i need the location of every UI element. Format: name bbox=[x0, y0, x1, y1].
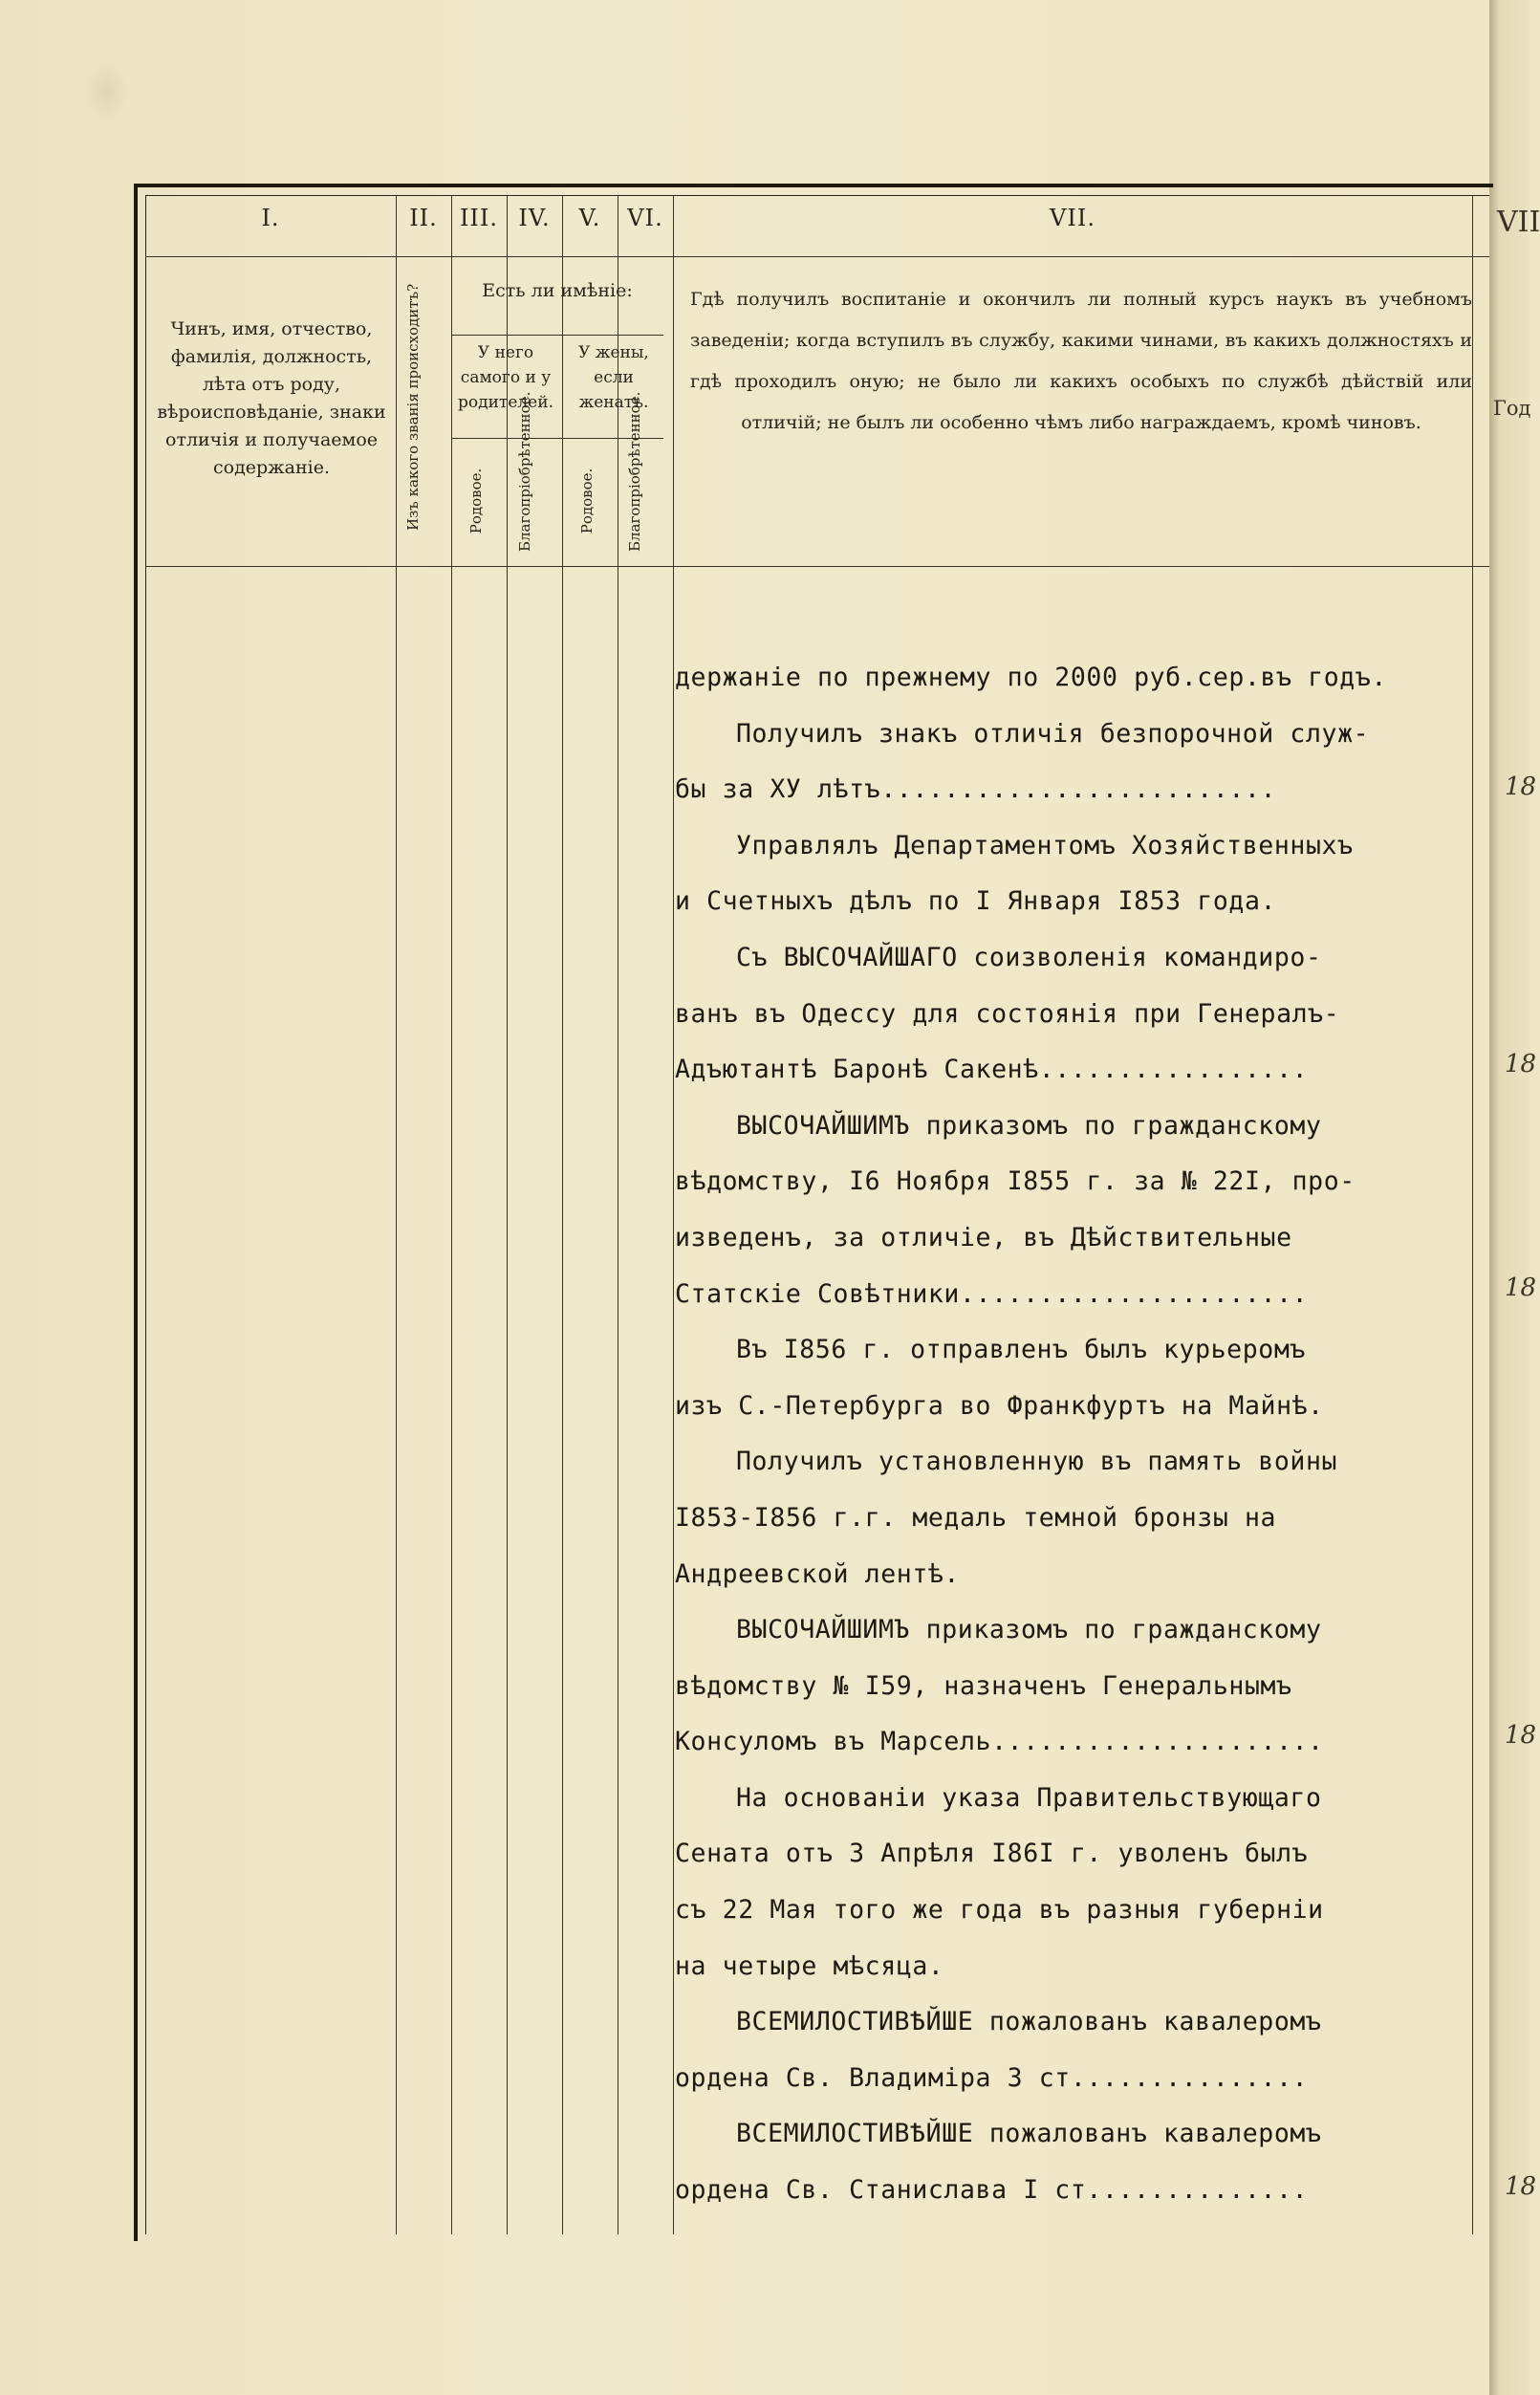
column-number-5: V. bbox=[578, 205, 601, 231]
record-line: бы за ХУ лѣтъ......................... bbox=[675, 774, 1277, 805]
column-number-1: I. bbox=[261, 205, 280, 231]
own-estate-header: У него самого и у родителей. bbox=[458, 343, 553, 412]
margin-year-mark: 18 bbox=[1505, 2172, 1537, 2201]
estate-header: Есть ли имѣніе: bbox=[482, 280, 633, 301]
record-line: Статскіе Совѣтники...................... bbox=[675, 1278, 1309, 1309]
next-column-roman: VII bbox=[1497, 206, 1540, 239]
column-divider bbox=[396, 195, 397, 2234]
record-line: Сената отъ 3 Апрѣля I86I г. уволенъ былъ bbox=[675, 1839, 1309, 1869]
column-number-6: VI. bbox=[627, 205, 663, 231]
table-inner-border-left bbox=[145, 195, 146, 2234]
column-number-4: IV. bbox=[518, 205, 551, 231]
record-line: I853-I856 г.г. медаль темной бронзы на bbox=[675, 1502, 1277, 1533]
record-line: Адъютантѣ Баронѣ Сакенѣ................. bbox=[675, 1055, 1309, 1085]
record-line: Консуломъ въ Марсель..................... bbox=[675, 1727, 1324, 1757]
margin-year-mark: 18 bbox=[1505, 1274, 1537, 1302]
next-page-edge bbox=[1489, 0, 1537, 2395]
record-line: ордена Св. Владиміра 3 ст............... bbox=[675, 2062, 1309, 2093]
record-line: Въ I856 г. отправленъ былъ курьеромъ bbox=[736, 1335, 1306, 1365]
column-2-header: Изъ какого званія происходитъ? bbox=[404, 283, 422, 531]
record-line: ВЫСОЧАЙШИМЪ приказомъ по гражданскому bbox=[736, 1615, 1322, 1645]
wife-ancestral-header: Родовое. bbox=[578, 468, 596, 534]
wife-acquired-header: Благопріобрѣтенное. bbox=[626, 391, 643, 552]
record-line: вѣдомству № I59, назначенъ Генеральнымъ bbox=[675, 1670, 1292, 1701]
header-rule-bottom bbox=[145, 566, 1489, 567]
record-line: изведенъ, за отличіе, въ Дѣйствительные bbox=[675, 1222, 1292, 1252]
column-divider bbox=[1472, 195, 1473, 2234]
service-record-text bbox=[675, 650, 1445, 2219]
record-line: съ 22 Мая того же года въ разныя губерніи bbox=[675, 1895, 1324, 1926]
table-inner-border-top bbox=[145, 195, 1489, 196]
margin-year-mark: 18 bbox=[1505, 1721, 1537, 1750]
record-line: ВСЕМИЛОСТИВѢЙШЕ пожалованъ кавалеромъ bbox=[736, 2119, 1322, 2149]
column-divider bbox=[673, 195, 674, 2234]
record-line: ванъ въ Одессу для состоянія при Генералъ- bbox=[675, 998, 1340, 1029]
acquired-header: Благопріобрѣтенное. bbox=[516, 391, 533, 552]
record-line: Андреевской лентѣ. bbox=[675, 1558, 960, 1589]
record-line: ВЫСОЧАЙШИМЪ приказомъ по гражданскому bbox=[736, 1110, 1322, 1141]
next-column-header-fragment: Год bbox=[1493, 397, 1531, 420]
record-line: на четыре мѣсяца. bbox=[675, 1950, 944, 1981]
record-line: На основаніи указа Правительствующаго bbox=[736, 1782, 1322, 1813]
column-divider bbox=[451, 195, 452, 2234]
margin-year-mark: 18 bbox=[1505, 1050, 1537, 1078]
record-line: и Счетныхъ дѣлъ по I Января I853 года. bbox=[675, 886, 1277, 917]
record-line: ордена Св. Станислава I ст.............. bbox=[675, 2175, 1309, 2206]
column-number-7: VII. bbox=[1050, 205, 1095, 231]
estate-subheader-rule bbox=[451, 335, 663, 336]
wife-estate-header: У жены, если женатъ. bbox=[578, 343, 649, 412]
record-line: Получилъ установленную въ память войны bbox=[736, 1447, 1338, 1477]
record-line: держаніе по прежнему по 2000 руб.сер.въ годъ. bbox=[675, 663, 1387, 692]
record-line: вѣдомству, I6 Ноября I855 г. за № 22I, про- bbox=[675, 1166, 1356, 1197]
column-number-2: II. bbox=[409, 205, 438, 231]
column-7-header: Гдѣ получилъ воспитаніе и окончилъ ли полный курсъ наукъ въ учебномъ заведеніи; когда вступилъ въ службу, какими чинами, въ какихъ должностяхъ и гдѣ проходилъ оную; не было ли какихъ особыхъ по службѣ дѣйствій или отличій; не былъ ли особенно чѣмъ либо награждаемъ, кромѣ чиновъ. bbox=[690, 289, 1472, 433]
faded-stamp bbox=[84, 63, 128, 120]
ancestral-header: Родовое. bbox=[467, 468, 485, 534]
margin-year-mark: 18 bbox=[1505, 773, 1537, 801]
column-divider bbox=[507, 195, 508, 2234]
record-line: изъ С.-Петербурга во Франкфуртъ на Майнѣ. bbox=[675, 1390, 1324, 1421]
record-line: Съ ВЫСОЧАЙШАГО соизволенія командиро- bbox=[736, 942, 1322, 972]
column-1-header: Чинъ, имя, отчество, фамилія, должность, лѣта отъ роду, вѣроисповѣданіе, знаки отличія и получаемое содержаніе. bbox=[157, 318, 386, 478]
record-line: Получилъ знакъ отличія безпорочной служ- bbox=[736, 718, 1370, 749]
column-number-3: III. bbox=[459, 205, 499, 231]
record-line: ВСЕМИЛОСТИВѢЙШЕ пожалованъ кавалеромъ bbox=[736, 2007, 1322, 2037]
column-divider bbox=[562, 195, 563, 2234]
header-rule-roman bbox=[145, 256, 1489, 257]
record-line: Управлялъ Департаментомъ Хозяйственныхъ bbox=[736, 830, 1354, 860]
